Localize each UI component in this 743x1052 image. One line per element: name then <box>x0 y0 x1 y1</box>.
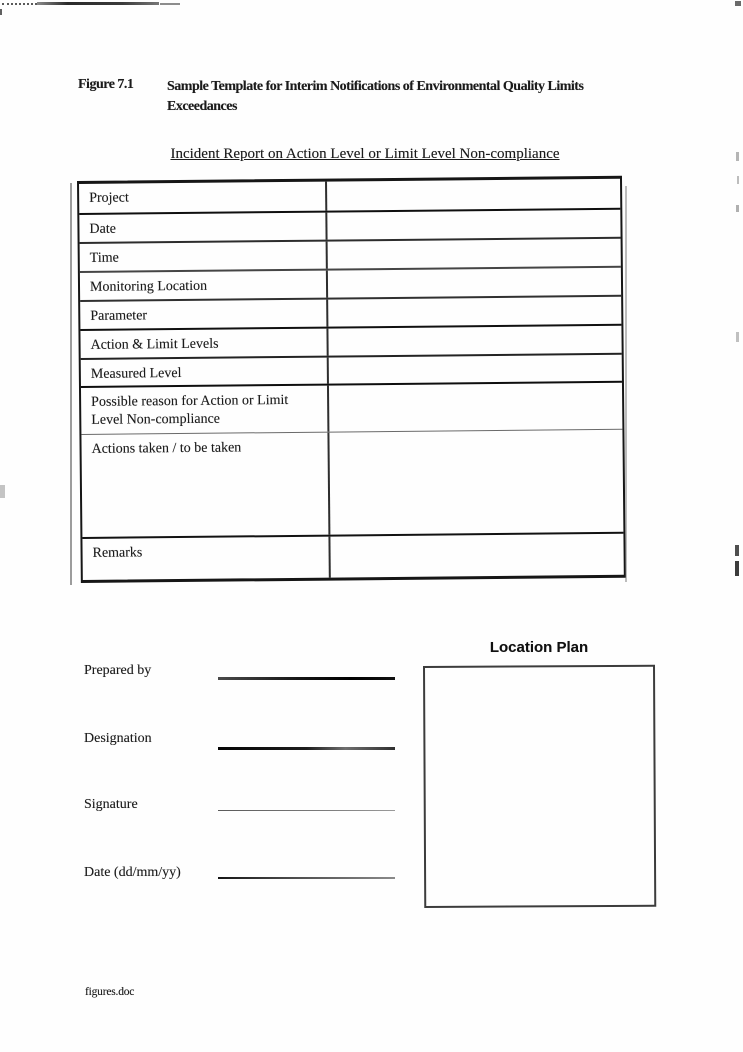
form-title-text: Incident Report on Action Level or Limit Level Non-compliance <box>170 146 560 162</box>
figure-title <box>167 77 583 118</box>
row-label: Measured Level <box>81 358 329 386</box>
row-label: Project <box>79 182 327 213</box>
row-label: Parameter <box>80 300 328 329</box>
row-label: Monitoring Location <box>80 271 328 300</box>
scan-artifact-right-tick <box>737 176 739 184</box>
location-plan-box <box>423 665 656 908</box>
scan-artifact-top-dashes <box>2 3 37 5</box>
figure-title-line1: Sample Template for Interim Notifications of Environmental Quality Limits <box>167 79 584 94</box>
scan-artifact-left-tick <box>0 9 2 15</box>
prepared-by-blank-line <box>218 677 395 680</box>
scan-artifact-right-tick <box>736 152 739 161</box>
signature-label: Signature <box>84 797 138 812</box>
scan-artifact-right-tick <box>736 332 739 342</box>
row-label: Remarks <box>82 537 330 580</box>
location-plan-title: Location Plan <box>489 639 589 656</box>
date-blank-line <box>218 877 395 879</box>
scan-artifact-top-right <box>735 1 741 6</box>
table-row-possible-reason <box>81 383 622 435</box>
row-value <box>329 383 622 432</box>
footer-filename: figures.doc <box>85 986 135 998</box>
row-value <box>328 326 621 356</box>
scan-artifact-right-mark <box>735 545 739 556</box>
table-row-project <box>79 179 620 215</box>
row-value <box>328 239 621 269</box>
row-value <box>328 297 621 327</box>
row-label: Time <box>80 242 328 271</box>
figure-title-line2: Exceedances <box>167 99 237 115</box>
scan-artifact-right-tick <box>736 205 739 212</box>
row-label: Actions taken / to be taken <box>81 433 330 537</box>
scan-artifact-top-line <box>37 2 159 5</box>
row-label: Action & Limit Levels <box>80 329 328 358</box>
figure-number-label: Figure 7.1 <box>78 77 134 92</box>
scan-artifact-top-line2 <box>160 3 180 5</box>
designation-label: Designation <box>84 731 152 746</box>
table-row-remarks <box>82 534 623 580</box>
scan-artifact-left-mark <box>0 485 5 498</box>
signature-blank-line <box>218 810 395 811</box>
table-left-ghost-line <box>70 183 72 585</box>
row-label: Possible reason for Action or Limit Level Non-compliance <box>81 386 329 434</box>
prepared-by-label: Prepared by <box>84 663 152 678</box>
incident-report-table <box>77 176 626 583</box>
row-value <box>327 210 620 240</box>
designation-blank-line <box>218 747 395 750</box>
row-value <box>328 268 621 298</box>
form-title <box>0 146 730 163</box>
row-value <box>329 430 623 535</box>
date-label: Date (dd/mm/yy) <box>84 865 181 880</box>
table-row-actions-taken <box>81 430 623 539</box>
figure-heading <box>78 77 583 118</box>
row-value <box>330 534 623 578</box>
scan-artifact-right-mark <box>735 561 739 576</box>
row-value <box>329 355 622 384</box>
row-value <box>327 179 620 211</box>
row-label: Date <box>79 213 327 242</box>
